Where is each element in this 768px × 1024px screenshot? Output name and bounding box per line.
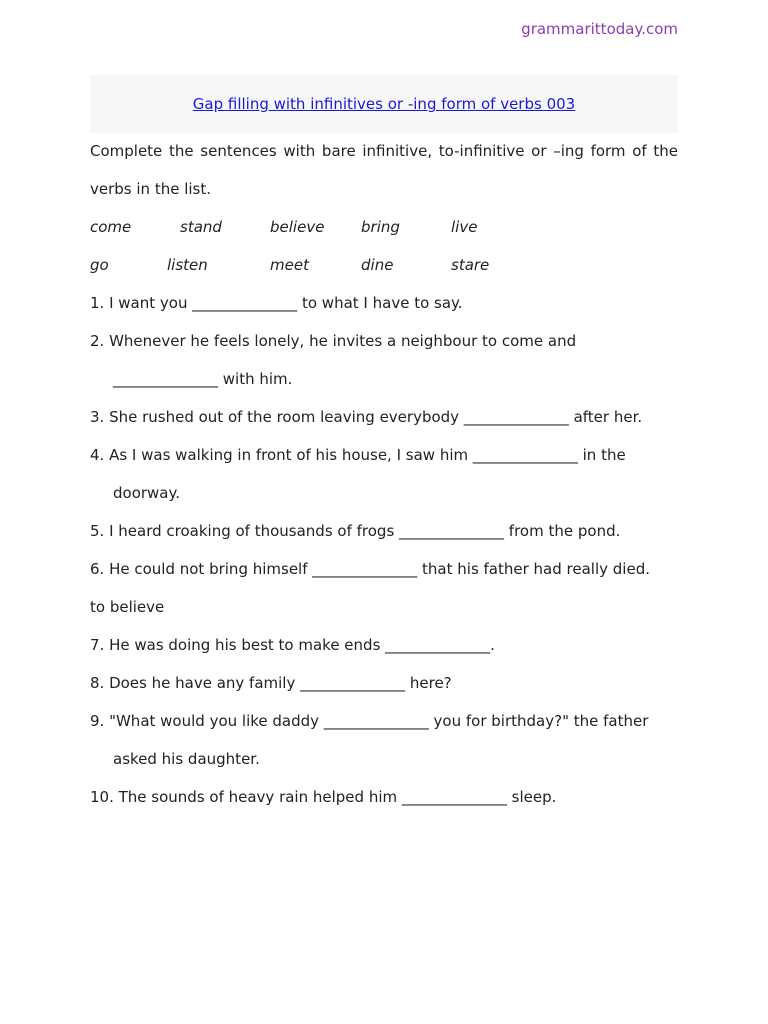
question-6-answer: to believe xyxy=(90,598,165,616)
question-9: 9. "What would you like daddy ______________ you for birthday?" the father xyxy=(90,712,649,730)
verb-item: stand xyxy=(180,218,222,236)
verb-item: come xyxy=(90,218,132,236)
question-4: 4. As I was walking in front of his house, I saw him ______________ in the xyxy=(90,446,626,464)
question-8: 8. Does he have any family ______________ here? xyxy=(90,674,452,692)
question-4-continued: doorway. xyxy=(113,484,181,502)
title-box xyxy=(90,75,678,133)
verb-item: stare xyxy=(451,256,490,274)
verb-row xyxy=(90,208,678,246)
question-2-continued: ______________ with him. xyxy=(113,370,293,388)
instructions: Complete the sentences with bare infinitive, to-infinitive or –ing form of the verbs in the list. xyxy=(90,142,678,198)
verb-item: believe xyxy=(270,218,325,236)
question-6: 6. He could not bring himself ______________ that his father had really died. xyxy=(90,560,650,578)
question-10: 10. The sounds of heavy rain helped him ______________ sleep. xyxy=(90,788,557,806)
verb-list xyxy=(90,208,678,284)
question-7: 7. He was doing his best to make ends ______________. xyxy=(90,636,495,654)
verb-row xyxy=(90,246,678,284)
verb-item: bring xyxy=(361,218,400,236)
worksheet-title-link[interactable]: Gap filling with infinitives or -ing form of verbs 003 xyxy=(192,95,576,113)
verb-item: listen xyxy=(167,256,208,274)
verb-item: live xyxy=(451,218,478,236)
question-9-continued: asked his daughter. xyxy=(113,750,260,768)
question-3: 3. She rushed out of the room leaving everybody ______________ after her. xyxy=(90,408,643,426)
site-name[interactable]: grammarittoday.com xyxy=(521,20,678,38)
question-5: 5. I heard croaking of thousands of frogs ______________ from the pond. xyxy=(90,522,621,540)
question-2: 2. Whenever he feels lonely, he invites a neighbour to come and xyxy=(90,332,577,350)
verb-item: dine xyxy=(361,256,394,274)
worksheet xyxy=(90,75,678,816)
verb-item: go xyxy=(90,256,109,274)
question-1: 1. I want you ______________ to what I have to say. xyxy=(90,294,463,312)
verb-item: meet xyxy=(270,256,309,274)
